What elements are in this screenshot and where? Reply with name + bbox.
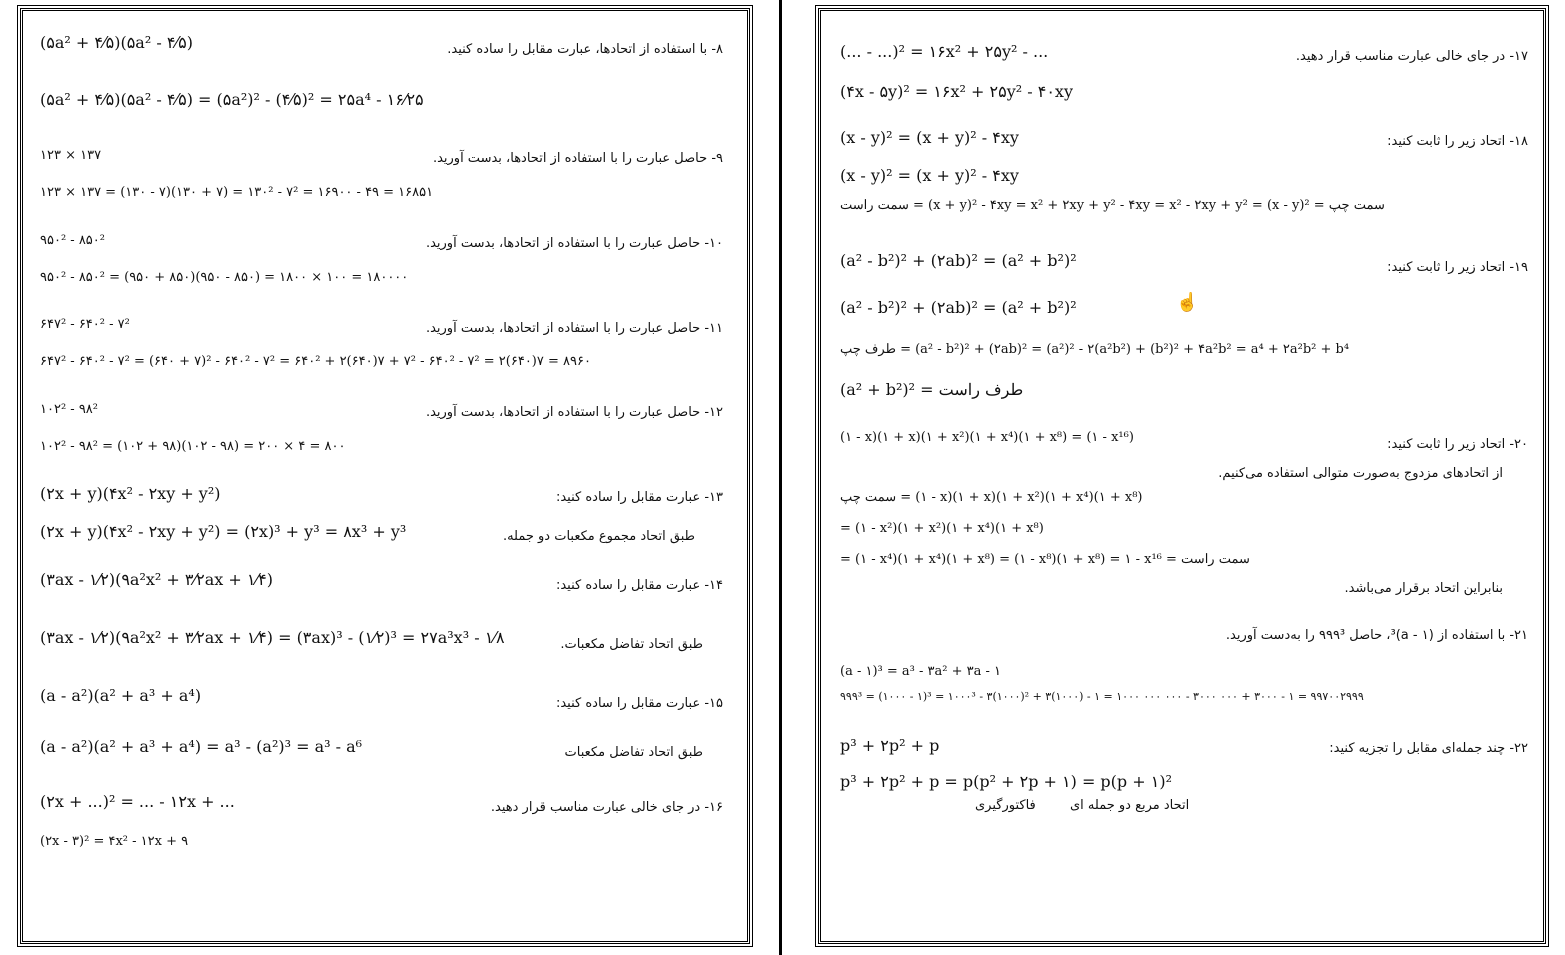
hand-cursor-icon: ☝ (1176, 292, 1199, 313)
q10-question: ۱۰- حاصل عبارت را با استفاده از اتحادها، بدست آورید. (425, 236, 723, 251)
q10-solution: ۹۵۰² - ۸۵۰² = (۹۵۰ + ۸۵۰)(۹۵۰ - ۸۵۰) = ۱۸۰۰ × ۱۰۰ = ۱۸۰۰۰۰ (40, 270, 409, 285)
q12-question: ۱۲- حاصل عبارت را با استفاده از اتحادها، بدست آورید. (425, 405, 723, 420)
q13-expression: (۲x + y)(۴x² - ۲xy + y²) (40, 484, 221, 503)
q18-solution-2: سمت راست = (x + y)² - ۴xy = x² + ۲xy + y² - ۴xy = x² - ۲xy + y² = (x - y)² = سمت چپ (840, 198, 1385, 213)
q16-expression: (۲x + ...)² = ... - ۱۲x + ... (40, 792, 235, 811)
q11-expression: ۶۴۷² - ۶۴۰² - ۷² (40, 317, 130, 332)
q11-question: ۱۱- حاصل عبارت را با استفاده از اتحادها، بدست آورید. (425, 321, 723, 336)
q11-solution: ۶۴۷² - ۶۴۰² - ۷² = (۶۴۰ + ۷)² - ۶۴۰² - ۷² = ۶۴۰² + ۲(۶۴۰)۷ + ۷² - ۶۴۰² - ۷² = ۲(۶۴۰)۷ = ۸۹۶۰ (40, 354, 591, 369)
q19-solution-1: (a² - b²)² + (۲ab)² = (a² + b²)² (840, 298, 1077, 317)
q16-solution: (۲x - ۳)² = ۴x² - ۱۲x + ۹ (40, 834, 189, 849)
q22-expression: p³ + ۲p² + p (840, 736, 940, 755)
q12-expression: ۱۰۲² - ۹۸² (40, 402, 98, 417)
q18-solution-1: (x - y)² = (x + y)² - ۴xy (840, 166, 1019, 185)
q14-note: طبق اتحاد تفاضل مکعبات. (560, 637, 703, 652)
q18-question: ۱۸- اتحاد زیر را ثابت کنید: (1387, 134, 1528, 149)
q15-expression: (a - a²)(a² + a³ + a⁴) (40, 686, 202, 705)
q20-expression: (۱ - x)(۱ + x)(۱ + x²)(۱ + x⁴)(۱ + x⁸) = (۱ - x¹⁶) (840, 430, 1134, 445)
q14-expression: (۳ax - ۱⁄۲)(۹a²x² + ۳⁄۲ax + ۱⁄۴) (40, 570, 273, 589)
q19-solution-3: (a² + b²)² = طرف راست (840, 380, 1024, 399)
q8-question: ۸- با استفاده از اتحادها، عبارت مقابل را ساده کنید. (447, 42, 723, 57)
q22-question: ۲۲- چند جمله‌ای مقابل را تجزیه کنید: (1329, 741, 1528, 756)
q9-solution: ۱۲۳ × ۱۳۷ = (۱۳۰ - ۷)(۱۳۰ + ۷) = ۱۳۰² - ۷² = ۱۶۹۰۰ - ۴۹ = ۱۶۸۵۱ (40, 185, 434, 200)
page-divider (779, 0, 782, 955)
q19-expression: (a² - b²)² + (۲ab)² = (a² + b²)² (840, 251, 1077, 270)
q13-note: طبق اتحاد مجموع مکعبات دو جمله. (502, 529, 695, 544)
q20-solution-2: = (۱ - x²)(۱ + x²)(۱ + x⁴)(۱ + x⁸) (840, 521, 1044, 536)
q8-expression: (۵a² + ۴⁄۵)(۵a² - ۴⁄۵) (40, 33, 193, 52)
q22-solution: p³ + ۲p² + p = p(p² + ۲p + ۱) = p(p + ۱)² (840, 772, 1172, 791)
q9-expression: ۱۲۳ × ۱۳۷ (40, 148, 102, 163)
q17-solution: (۴x - ۵y)² = ۱۶x² + ۲۵y² - ۴۰xy (840, 82, 1073, 101)
q9-question: ۹- حاصل عبارت را با استفاده از اتحادها، بدست آورید. (432, 151, 723, 166)
q13-question: ۱۳- عبارت مقابل را ساده کنید: (555, 490, 723, 505)
q15-solution: (a - a²)(a² + a³ + a⁴) = a³ - (a²)³ = a³ - a⁶ (40, 737, 363, 756)
q17-question: ۱۷- در جای خالی عبارت مناسب قرار دهید. (1295, 49, 1528, 64)
q21-question: ۲۱- با استفاده از (a - ۱)³، حاصل ۹۹۹³ را به‌دست آورید. (1225, 628, 1528, 643)
q17-expression: (... - ...)² = ۱۶x² + ۲۵y² - ... (840, 42, 1049, 61)
q15-note: طبق اتحاد تفاضل مکعبات (564, 745, 703, 760)
q12-solution: ۱۰۲² - ۹۸² = (۱۰۲ + ۹۸)(۱۰۲ - ۹۸) = ۲۰۰ × ۴ = ۸۰۰ (40, 439, 346, 454)
q16-question: ۱۶- در جای خالی عبارت مناسب قرار دهید. (490, 800, 723, 815)
q18-expression: (x - y)² = (x + y)² - ۴xy (840, 128, 1019, 147)
q20-solution-3: = (۱ - x⁴)(۱ + x⁴)(۱ + x⁸) = (۱ - x⁸)(۱ + x⁸) = ۱ - x¹⁶ = سمت راست (840, 552, 1250, 567)
q15-question: ۱۵- عبارت مقابل را ساده کنید: (555, 696, 723, 711)
q22-label-factoring: فاکتورگیری (975, 798, 1036, 813)
q20-note: از اتحادهای مزدوج به‌صورت متوالی استفاده می‌کنیم. (1218, 466, 1503, 481)
q20-solution-1: سمت چپ = (۱ - x)(۱ + x)(۱ + x²)(۱ + x⁴)(۱ + x⁸) (840, 490, 1143, 505)
q13-solution: (۲x + y)(۴x² - ۲xy + y²) = (۲x)³ + y³ = ۸x³ + y³ (40, 522, 407, 541)
q14-solution: (۳ax - ۱⁄۲)(۹a²x² + ۳⁄۲ax + ۱⁄۴) = (۳ax)³ - (۱⁄۲)³ = ۲۷a³x³ - ۱⁄۸ (40, 628, 505, 647)
q19-question: ۱۹- اتحاد زیر را ثابت کنید: (1387, 260, 1528, 275)
q19-solution-2: طرف چپ = (a² - b²)² + (۲ab)² = (a²)² - ۲(a²b²) + (b²)² + ۴a²b² = a⁴ + ۲a²b² + b⁴ (840, 342, 1350, 357)
q8-solution: (۵a² + ۴⁄۵)(۵a² - ۴⁄۵) = (۵a²)² - (۴⁄۵)² = ۲۵a⁴ - ۱۶⁄۲۵ (40, 90, 424, 109)
q20-question: ۲۰- اتحاد زیر را ثابت کنید: (1387, 437, 1528, 452)
q14-question: ۱۴- عبارت مقابل را ساده کنید: (555, 578, 723, 593)
q20-conclusion: بنابراین اتحاد برقرار می‌باشد. (1344, 581, 1503, 596)
q21-solution-2: ۹۹۹³ = (۱۰۰۰ - ۱)³ = ۱۰۰۰³ - ۳(۱۰۰۰)² + ۳(۱۰۰۰) - ۱ = ۱۰۰۰ ۰۰۰ ۰۰۰ - ۳۰۰۰ ۰۰۰ + ۳۰۰۰ - ۱ = ۹۹۷۰۰۲۹۹۹ (840, 690, 1364, 703)
q21-solution-1: (a - ۱)³ = a³ - ۳a² + ۳a - ۱ (840, 664, 1001, 679)
q22-label-square-identity: اتحاد مربع دو جمله ای (1070, 798, 1190, 813)
q10-expression: ۹۵۰² - ۸۵۰² (40, 233, 105, 248)
